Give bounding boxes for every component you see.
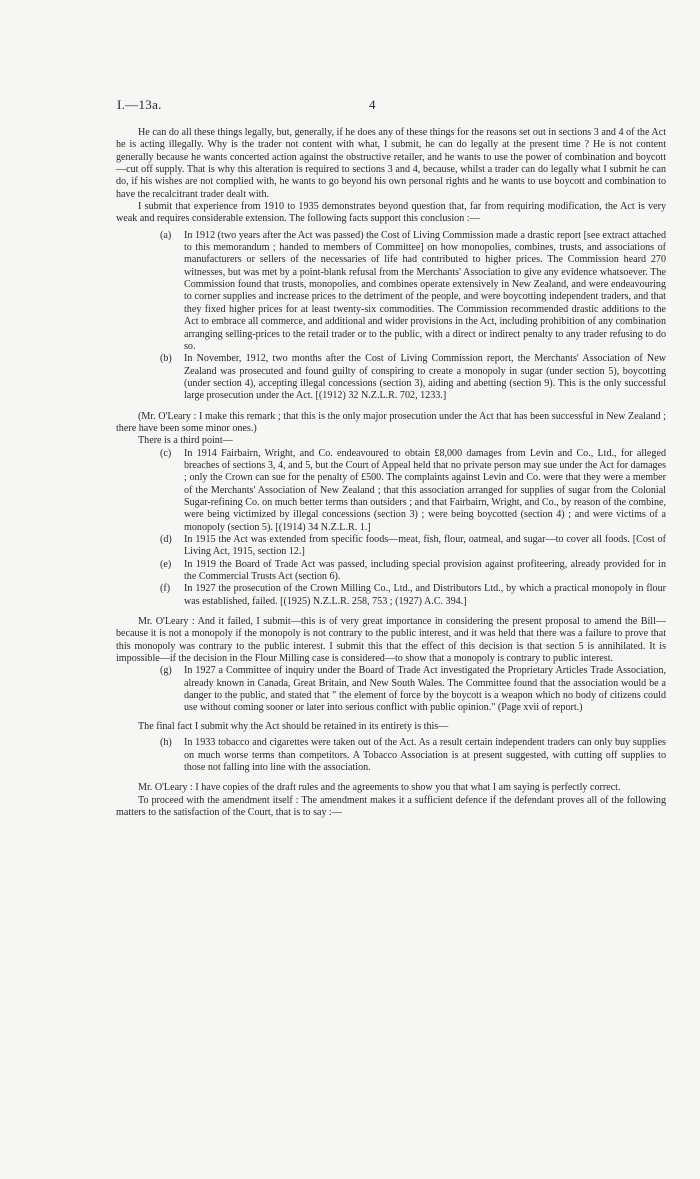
list-item-d — [160, 534, 666, 559]
list-label-f: (f) — [160, 583, 171, 595]
list-text-g: In 1927 a Committee of inquiry under the Board of Trade Act investigated the Proprietary Articles Trade Association, already known in Canada, Great Britain, and New South Wales. The Committee found that the association would be a danger to the public, and stated that " the element of force by the boycott is a weapon which no body of citizens could use without coming sooner or later into serious conflict with public opinion." (Page xvii of report.) — [184, 665, 666, 714]
list-text-d: In 1915 the Act was extended from specific foods—meat, fish, flour, oatmeal, and sugar—to cover all foods. [Cost of Living Act, 1915, section 12.] — [184, 534, 666, 558]
list-item-h — [160, 737, 666, 774]
list-label-d: (d) — [160, 534, 172, 545]
list-item-b — [160, 353, 666, 402]
remark-3: Mr. O'Leary : I have copies of the draft rules and the agreements to show you that what I am saying is perfectly correct. — [138, 782, 621, 794]
list-item-c — [160, 448, 666, 534]
paragraph-1: He can do all these things legally, but, generally, if he does any of these things for the reasons set out in sections 3 and 4 of the Act he is acting illegally. Why is the trader not content with what, I submit, he can do legally at the present time ? He is not content generally because he wants concerted action against the obstructive retailer, and he wants to use the power of combination and boycott—cut off supply. That is why this alteration is required to sections 3 and 4, because, whilst a trader can do legally what I submit he can do, if his wishes are not complied with, he wants to go beyond his own personal rights and he wants to use boycott and combination to have the recalcitrant trader dealt with. — [116, 127, 666, 200]
list-text-a: In 1912 (two years after the Act was passed) the Cost of Living Commission made a drastic report [see extract attached to this memorandum ; handed to members of Committee] on how monopolies, combines, trusts, and associations of manufacturers or sellers of the necessaries of life had contributed to higher prices. The Commission heard 270 witnesses, but was met by a point-blank refusal from the Merchants' Association to give any evidence whatsoever. The Commission found that trusts, monopolies, and combines operate extensively in New Zealand, and were endeavouring to corner supplies and increase prices to the detriment of the people, and were boycotting independent traders, and that they fixed higher prices for at least twenty-six commodities. The Commission recommended drastic additions to the Act to embrace all commerce, and additional and wider provisions in the Act, including prohibition of any combination arranging selling-prices to the retail trader or to the public, with a direct or indirect penalty to any trader refusing to do so. — [184, 229, 666, 352]
list-item-g — [160, 665, 666, 714]
list-label-a: (a) — [160, 229, 172, 241]
remark-2: Mr. O'Leary : And it failed, I submit—this is of very great importance in considering the present proposal to amend the Bill—because it is not a monopoly if the monopoly is not contrary to the public interest, and it was held that there was a failure to prove that this monopoly was contrary to the public interest. I submit this that the effect of this decision is that section 5 is annihilated. It is impossible—if the decision in the Flour Milling case is considered—to show that a monopoly is contrary to public interest. — [116, 616, 666, 665]
list-text-f: In 1927 the prosecution of the Crown Milling Co., Ltd., and Distributors Ltd., by which a practical monopoly in flour was established, failed. [(1925) N.Z.L.R. 258, 753 ; (1927) A.C. 394.] — [184, 583, 666, 607]
list-label-g: (g) — [160, 665, 172, 677]
list-text-h: In 1933 tobacco and cigarettes were taken out of the Act. As a result certain independent traders can only buy supplies on much worse terms than competitors. A Tobacco Association is at present suggested, with cutting off supplies to those not falling into line with the association. — [184, 737, 666, 773]
list-label-b: (b) — [160, 353, 172, 365]
remark-1: (Mr. O'Leary : I make this remark ; that this is the only major prosecution under the Act that has been successful in New Zealand ; there have been some minor ones.) — [116, 410, 666, 434]
third-point: There is a third point— — [138, 435, 233, 447]
final-fact: The final fact I submit why the Act should be retained in its entirety is this— — [138, 720, 449, 732]
body-text — [116, 127, 666, 819]
list-label-e: (e) — [160, 558, 172, 570]
list-text-b: In November, 1912, two months after the Cost of Living Commission report, the Merchants' Association of New Zealand was prosecuted and found guilty of conspiring to create a monopoly in sugar (under section 5), boycotting (under section 4), accepting illegal concessions (section 3), aiding and abetting (section 9). This is the only successful large prosecution under the Act. [(1912) 32 N.Z.L.R. 702, 1233.] — [184, 353, 666, 402]
list-label-c: (c) — [160, 447, 172, 459]
page-number: 4 — [369, 97, 376, 112]
last-paragraph: To proceed with the amendment itself : The amendment makes it a sufficient defence if the defendant proves all of the following matters to the satisfaction of the Court, that is to say :— — [116, 794, 666, 818]
list-text-c: In 1914 Fairbairn, Wright, and Co. endeavoured to obtain £8,000 damages from Levin and Co., Ltd., for alleged breaches of sections 3, 4, and 5, but the Court of Appeal held that no private person may sue under the Act for damages ; only the Crown can sue for the penalty of £500. The complaints against Levin and Co. were that they were a member of the Merchants' Association of New Zealand ; that this association arranged for supplies of sugar from the Colonial Sugar-refining Co. on much better terms than outsiders ; and that Fairbairn, Wright, and Co., by reason of the combine, were being victimized by illegal concessions (section 3) ; were being boycotted (section 4) ; and were victims of a monopoly (section 5). [(1914) 34 N.Z.L.R. 1.] — [184, 447, 666, 533]
list-item-f — [160, 583, 666, 608]
list-label-h: (h) — [160, 737, 172, 749]
list-text-e: In 1919 the Board of Trade Act was passed, including special provision against profiteering, already provided for in the Commercial Trusts Act (section 6). — [184, 558, 666, 583]
list-item-e — [160, 559, 666, 584]
paragraph-2: I submit that experience from 1910 to 1935 demonstrates beyond question that, far from requiring modification, the Act is very weak and requires considerable extension. The following facts support this conclusion :— — [116, 201, 666, 225]
list-item-a — [160, 230, 666, 353]
document-reference: I.—13a. — [117, 97, 162, 112]
